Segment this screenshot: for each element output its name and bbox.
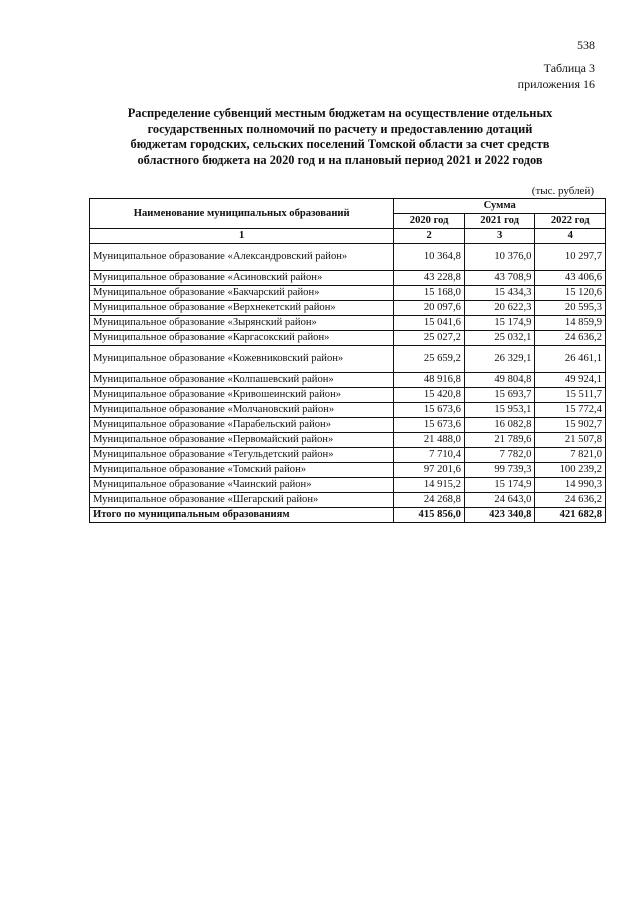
header-name: Наименование муниципальных образований: [90, 199, 394, 229]
amount-2022: 15 511,7: [535, 388, 606, 403]
amount-2020: 14 915,2: [394, 478, 465, 493]
table-row: [90, 418, 606, 433]
municipality-name: Муниципальное образование «Александровский район»: [90, 244, 394, 271]
table-row: [90, 463, 606, 478]
table-row: [90, 331, 606, 346]
amount-2020: 24 268,8: [394, 493, 465, 508]
subsidy-table: [89, 198, 606, 523]
amount-2022: 7 821,0: [535, 448, 606, 463]
amount-2021: 16 082,8: [464, 418, 535, 433]
amount-2021: 15 434,3: [464, 286, 535, 301]
table-row: [90, 316, 606, 331]
table-row: [90, 301, 606, 316]
amount-2022: 43 406,6: [535, 271, 606, 286]
table-row: [90, 346, 606, 373]
table-row: [90, 448, 606, 463]
title-line-3: бюджетам городских, сельских поселений Томской области за счет средств: [130, 137, 550, 151]
table-reference: [518, 60, 595, 92]
amount-2020: 97 201,6: [394, 463, 465, 478]
amount-2022: 49 924,1: [535, 373, 606, 388]
column-index: 4: [535, 229, 606, 244]
table-row: [90, 433, 606, 448]
amount-2021: 15 174,9: [464, 316, 535, 331]
amount-2022: 10 297,7: [535, 244, 606, 271]
amount-2022: 20 595,3: [535, 301, 606, 316]
table-ref-line: Таблица 3: [543, 61, 595, 75]
amount-2021: 21 789,6: [464, 433, 535, 448]
amount-2022: 100 239,2: [535, 463, 606, 478]
amount-2022: 14 859,9: [535, 316, 606, 331]
amount-2020: 25 027,2: [394, 331, 465, 346]
amount-2022: 14 990,3: [535, 478, 606, 493]
municipality-name: Муниципальное образование «Верхнекетский район»: [90, 301, 394, 316]
amount-2020: 43 228,8: [394, 271, 465, 286]
municipality-name: Итого по муниципальным образованиям: [90, 508, 394, 523]
municipality-name: Муниципальное образование «Зырянский район»: [90, 316, 394, 331]
amount-2021: 15 693,7: [464, 388, 535, 403]
title-line-1: Распределение субвенций местным бюджетам на осуществление отдельных: [127, 106, 553, 120]
column-index: 3: [464, 229, 535, 244]
amount-2021: 10 376,0: [464, 244, 535, 271]
amount-2021: 43 708,9: [464, 271, 535, 286]
amount-2022: 21 507,8: [535, 433, 606, 448]
table-row: [90, 286, 606, 301]
amount-2022: 24 636,2: [535, 493, 606, 508]
amount-2022: 15 772,4: [535, 403, 606, 418]
municipality-name: Муниципальное образование «Тегульдетский район»: [90, 448, 394, 463]
amount-2021: 20 622,3: [464, 301, 535, 316]
column-index-row: [90, 229, 606, 244]
amount-2022: 26 461,1: [535, 346, 606, 373]
header-year-2022: 2022 год: [535, 214, 606, 229]
amount-2021: 15 174,9: [464, 478, 535, 493]
amount-2020: 20 097,6: [394, 301, 465, 316]
municipality-name: Муниципальное образование «Чаинский район»: [90, 478, 394, 493]
municipality-name: Муниципальное образование «Шегарский район»: [90, 493, 394, 508]
municipality-name: Муниципальное образование «Асиновский район»: [90, 271, 394, 286]
amount-2020: 15 168,0: [394, 286, 465, 301]
column-index: 2: [394, 229, 465, 244]
table-body: [90, 244, 606, 523]
municipality-name: Муниципальное образование «Кожевниковский район»: [90, 346, 394, 373]
amount-2022: 24 636,2: [535, 331, 606, 346]
amount-2021: 423 340,8: [464, 508, 535, 523]
header-year-2021: 2021 год: [464, 214, 535, 229]
amount-2022: 15 902,7: [535, 418, 606, 433]
units-label: (тыс. рублей): [531, 185, 594, 197]
amount-2020: 15 673,6: [394, 418, 465, 433]
amount-2021: 26 329,1: [464, 346, 535, 373]
table-row: [90, 271, 606, 286]
amount-2021: 99 739,3: [464, 463, 535, 478]
amount-2020: 7 710,4: [394, 448, 465, 463]
amount-2020: 10 364,8: [394, 244, 465, 271]
amount-2020: 15 420,8: [394, 388, 465, 403]
total-row: [90, 508, 606, 523]
appendix-ref-line: приложения 16: [517, 77, 595, 91]
municipality-name: Муниципальное образование «Томский район»: [90, 463, 394, 478]
table-row: [90, 478, 606, 493]
amount-2021: 24 643,0: [464, 493, 535, 508]
amount-2020: 15 673,6: [394, 403, 465, 418]
municipality-name: Муниципальное образование «Первомайский район»: [90, 433, 394, 448]
municipality-name: Муниципальное образование «Каргасокский район»: [90, 331, 394, 346]
municipality-name: Муниципальное образование «Парабельский район»: [90, 418, 394, 433]
header-year-2020: 2020 год: [394, 214, 465, 229]
page-number: 538: [577, 38, 595, 52]
title-line-4: областного бюджета на 2020 год и на плановый период 2021 и 2022 годов: [137, 152, 543, 167]
municipality-name: Муниципальное образование «Молчановский район»: [90, 403, 394, 418]
amount-2021: 49 804,8: [464, 373, 535, 388]
amount-2020: 48 916,8: [394, 373, 465, 388]
header-sum: Сумма: [394, 199, 606, 214]
table-row: [90, 244, 606, 271]
document-title: [90, 106, 590, 168]
table-row: [90, 373, 606, 388]
amount-2021: 15 953,1: [464, 403, 535, 418]
amount-2020: 15 041,6: [394, 316, 465, 331]
amount-2020: 21 488,0: [394, 433, 465, 448]
amount-2020: 25 659,2: [394, 346, 465, 373]
title-line-2: государственных полномочий по расчету и предоставлению дотаций: [147, 121, 533, 136]
table-row: [90, 493, 606, 508]
amount-2021: 7 782,0: [464, 448, 535, 463]
table-row: [90, 403, 606, 418]
amount-2020: 415 856,0: [394, 508, 465, 523]
municipality-name: Муниципальное образование «Кривошеинский район»: [90, 388, 394, 403]
amount-2021: 25 032,1: [464, 331, 535, 346]
table-row: [90, 388, 606, 403]
amount-2022: 421 682,8: [535, 508, 606, 523]
municipality-name: Муниципальное образование «Колпашевский район»: [90, 373, 394, 388]
municipality-name: Муниципальное образование «Бакчарский район»: [90, 286, 394, 301]
column-index: 1: [90, 229, 394, 244]
amount-2022: 15 120,6: [535, 286, 606, 301]
